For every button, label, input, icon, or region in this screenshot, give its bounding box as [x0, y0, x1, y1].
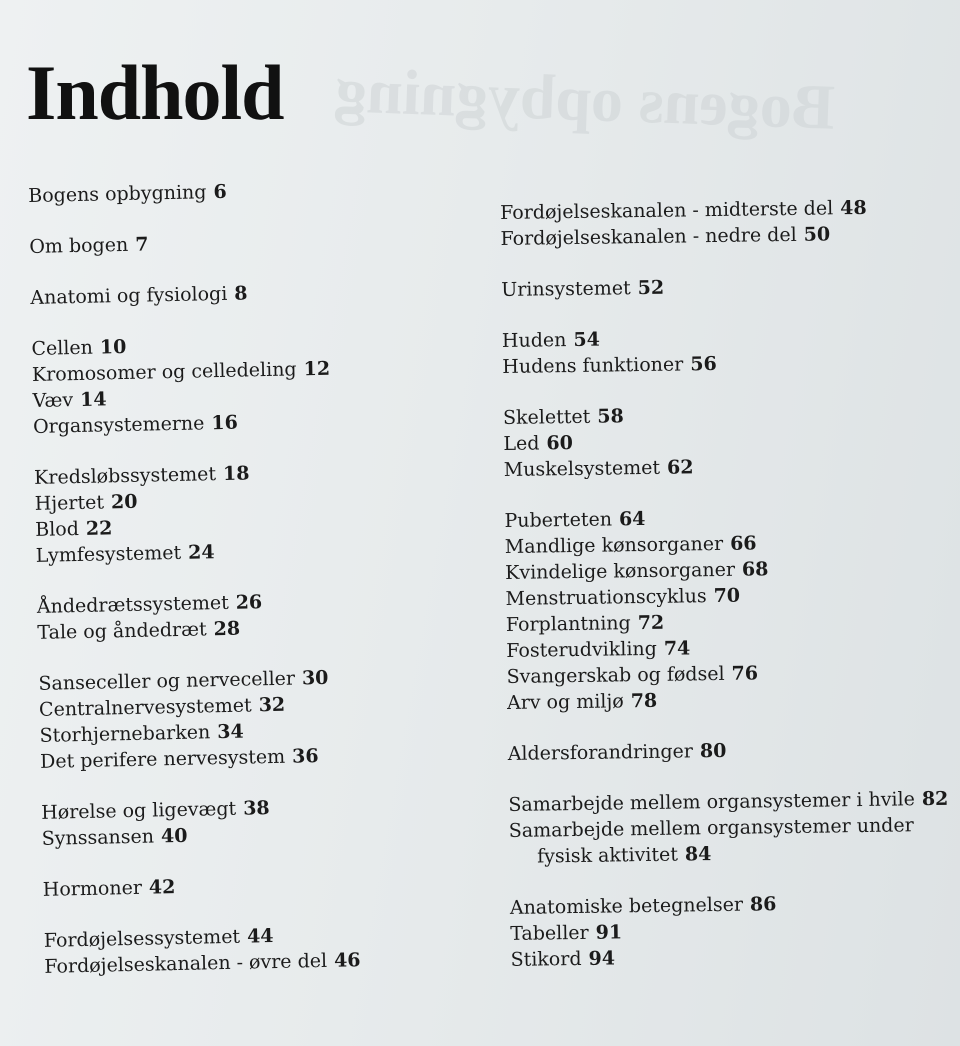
toc-entry-title: Fordøjelseskanalen - øvre del	[44, 949, 328, 978]
toc-group	[508, 786, 960, 870]
toc-page-number: 91	[595, 921, 623, 944]
toc-entry-title: Muskelsystemet	[503, 456, 661, 481]
toc-group	[28, 174, 468, 209]
toc-group	[44, 919, 485, 980]
toc-page-number: 58	[597, 405, 624, 428]
toc-entry-title: fysisk aktivitet	[537, 843, 679, 868]
toc-entry-title: Led	[503, 432, 540, 455]
toc-entry	[508, 735, 960, 767]
toc-page-number: 72	[637, 611, 665, 635]
toc-group	[500, 194, 956, 252]
toc-entry-title: Hjertet	[34, 491, 105, 515]
toc-entry-title: Svangerskab og fødsel	[506, 662, 725, 688]
toc-entry-title: Storhjernebarken	[39, 721, 211, 747]
toc-entry-title: Cellen	[31, 336, 94, 360]
toc-entry-title: Anatomi og fysiologi	[30, 282, 228, 309]
toc-page-number: 68	[741, 558, 769, 581]
toc-entry-title: Puberteten	[504, 508, 613, 532]
toc-page-number: 8	[234, 282, 248, 305]
toc-entry-title: Samarbejde mellem organsystemer under	[508, 814, 914, 842]
toc-entry-title: Skelettet	[502, 405, 591, 429]
toc-group	[38, 662, 480, 775]
toc-page-number: 22	[85, 517, 113, 540]
toc-entry-title: Om bogen	[29, 233, 129, 258]
toc-page-number: 40	[160, 824, 188, 848]
toc-entry-title: Tabeller	[510, 921, 589, 945]
toc-entry	[504, 451, 959, 483]
toc-group	[504, 502, 960, 716]
toc-page-number: 16	[211, 411, 239, 435]
toc-group	[502, 322, 958, 380]
toc-page-number: 38	[242, 797, 270, 820]
toc-entry	[501, 271, 956, 303]
toc-page-number: 44	[246, 925, 274, 948]
toc-page-number: 46	[333, 949, 361, 972]
toc-page-number: 74	[663, 637, 691, 660]
toc-group	[37, 585, 478, 646]
toc-page-number: 20	[110, 490, 138, 514]
toc-page-number: 84	[684, 843, 712, 866]
toc-entry-title: Hormoner	[42, 876, 143, 901]
toc-entry-title: Sanseceller og nerveceller	[38, 667, 296, 695]
toc-entry-title: Væv	[32, 389, 74, 412]
toc-entry	[30, 276, 470, 311]
toc-page-number: 18	[222, 462, 250, 485]
toc-entry	[502, 348, 957, 380]
toc-page-number: 6	[213, 180, 227, 204]
toc-column-left	[28, 174, 485, 1005]
toc-page-number: 76	[731, 662, 759, 685]
toc-entry-title: Bogens opbygning	[28, 181, 207, 207]
toc-page-number: 60	[546, 432, 574, 455]
toc-page-number: 56	[690, 352, 717, 376]
toc-page-number: 86	[749, 893, 777, 916]
toc-group	[503, 399, 959, 483]
toc-page-number: 50	[803, 223, 831, 246]
toc-entry-title: Arv og miljø	[506, 690, 624, 714]
toc-page-number: 26	[235, 591, 263, 614]
toc-page-number: 94	[588, 947, 616, 970]
toc-entry	[507, 684, 960, 716]
toc-group	[41, 791, 482, 852]
toc-group	[508, 735, 960, 767]
toc-entry-title: Fosterudvikling	[506, 637, 658, 662]
toc-column-right	[500, 194, 960, 998]
toc-group	[31, 327, 473, 440]
toc-entry	[29, 225, 469, 260]
toc-entry-title: Forplantning	[505, 612, 631, 636]
toc-entry-title: Organsystemerne	[32, 412, 205, 438]
toc-entry	[510, 941, 960, 973]
toc-page-number: 64	[618, 508, 646, 531]
toc-entry-title: Anatomiske betegnelser	[509, 893, 744, 919]
toc-page-number: 36	[291, 745, 319, 768]
toc-page-number: 14	[79, 388, 107, 411]
toc-page-number: 30	[301, 666, 329, 690]
toc-entry-title: Hørelse og ligevægt	[40, 797, 237, 824]
toc-page-number: 78	[630, 689, 658, 713]
toc-entry-title: Kvindelige kønsorganer	[505, 558, 736, 584]
toc-page-number: 28	[213, 617, 241, 641]
toc-group	[34, 456, 476, 569]
toc-entry-title: Det perifere nervesystem	[39, 745, 286, 773]
toc-entry-title: Menstruationscyklus	[505, 585, 707, 610]
toc-entry-title: Stikord	[510, 947, 582, 971]
toc-group	[501, 271, 956, 303]
toc-entry-title: Mandlige kønsorganer	[504, 532, 724, 558]
toc-page-number: 32	[258, 693, 286, 717]
toc-entry	[43, 868, 483, 903]
toc-page-number: 80	[699, 739, 727, 763]
toc-entry-title: Centralnervesystemet	[38, 694, 252, 721]
toc-group	[29, 225, 469, 260]
toc-entry	[509, 838, 960, 870]
toc-entry-title: Hudens funktioner	[502, 353, 684, 378]
toc-page-number: 42	[148, 876, 176, 899]
toc-entry-title: Fordøjelsessystemet	[43, 925, 241, 952]
toc-group	[43, 868, 483, 903]
toc-entry-title: Samarbejde mellem organsystemer i hvile	[508, 788, 916, 816]
bleed-through-text: Bogens opbygning	[333, 54, 836, 143]
toc-entry-title: Aldersforandringer	[507, 740, 694, 765]
toc-page-number: 12	[303, 357, 331, 381]
toc-group	[510, 889, 960, 973]
toc-page-number: 10	[99, 335, 127, 359]
toc-entry-title: Lymfesystemet	[35, 541, 182, 567]
toc-page-number: 52	[637, 276, 665, 300]
toc-page-number: 24	[187, 541, 215, 564]
toc-entry-title: Kredsløbssystemet	[33, 463, 217, 489]
toc-group	[30, 276, 470, 311]
toc-entry-title: Fordøjelseskanalen - nedre del	[500, 223, 797, 250]
toc-page-number: 70	[713, 584, 741, 608]
toc-page-number: 66	[729, 532, 757, 555]
toc-entry-title: Kromosomer og celledeling	[31, 358, 297, 386]
toc-entry-title: Fordøjelseskanalen - midterste del	[500, 197, 834, 224]
toc-page-number: 7	[134, 233, 149, 256]
toc-page-number: 48	[840, 196, 867, 220]
page-title: Indhold	[26, 49, 284, 136]
toc-page-number: 62	[666, 456, 694, 479]
toc-entry	[500, 220, 955, 252]
toc-entry-title: Urinsystemet	[501, 277, 631, 301]
toc-entry-title: Tale og åndedræt	[37, 618, 207, 644]
toc-page-number: 34	[216, 720, 244, 744]
toc-page-number: 82	[921, 787, 949, 811]
toc-entry-title: Huden	[501, 329, 567, 352]
toc-entry	[28, 174, 468, 209]
toc-entry-title: Åndedrætssystemet	[36, 591, 229, 618]
toc-page-number: 54	[573, 328, 601, 351]
toc-entry-title: Synssansen	[41, 825, 155, 850]
toc-entry-title: Blod	[35, 518, 80, 541]
